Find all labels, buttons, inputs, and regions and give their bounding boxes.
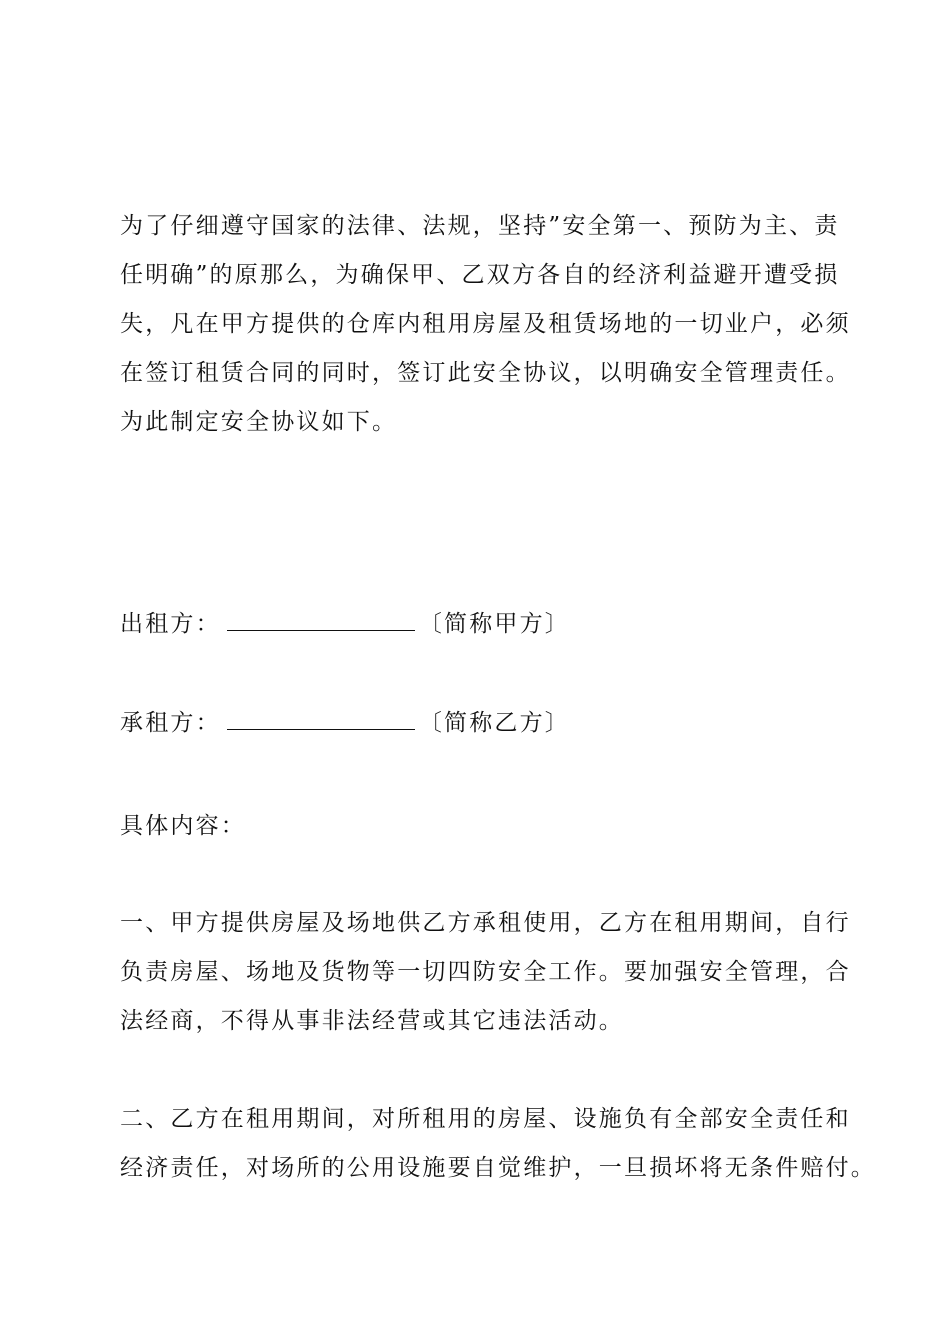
- lessor-note: 〔简称甲方〕: [418, 611, 571, 637]
- intro-line: 在签订租赁合同的同时，签订此安全协议，以明确安全管理责任。: [120, 360, 851, 386]
- clause-2-line: 经济责任，对场所的公用设施要自觉维护，一旦损坏将无条件赔付。: [120, 1155, 876, 1181]
- clause-2-line: 二、乙方在租用期间，对所租用的房屋、设施负有全部安全责任和: [120, 1106, 851, 1132]
- intro-line: 为此制定安全协议如下。: [120, 409, 398, 435]
- intro-line: 任明确”的原那么，为确保甲、乙双方各自的经济利益避开遭受损: [120, 262, 840, 288]
- lessee-label: 承租方：: [120, 710, 221, 736]
- intro-line: 为了仔细遵守国家的法律、法规，坚持”安全第一、预防为主、责: [120, 213, 840, 239]
- lessor-line: [120, 608, 840, 640]
- lessee-note: 〔简称乙方〕: [418, 710, 571, 736]
- lessee-line: [120, 707, 840, 739]
- clause-1-line: 负责房屋、场地及货物等一切四防安全工作。要加强安全管理，合: [120, 959, 851, 985]
- intro-line: 失，凡在甲方提供的仓库内租用房屋及租赁场地的一切业户，必须: [120, 311, 851, 337]
- content-heading: 具体内容：: [120, 813, 246, 839]
- lessor-name-blank[interactable]: [227, 610, 415, 631]
- lessor-label: 出租方：: [120, 611, 221, 637]
- clause-1-line: 一、甲方提供房屋及场地供乙方承租使用，乙方在租用期间，自行: [120, 910, 851, 936]
- lessee-name-blank[interactable]: [227, 709, 415, 730]
- clause-1-line: 法经商，不得从事非法经营或其它违法活动。: [120, 1008, 624, 1034]
